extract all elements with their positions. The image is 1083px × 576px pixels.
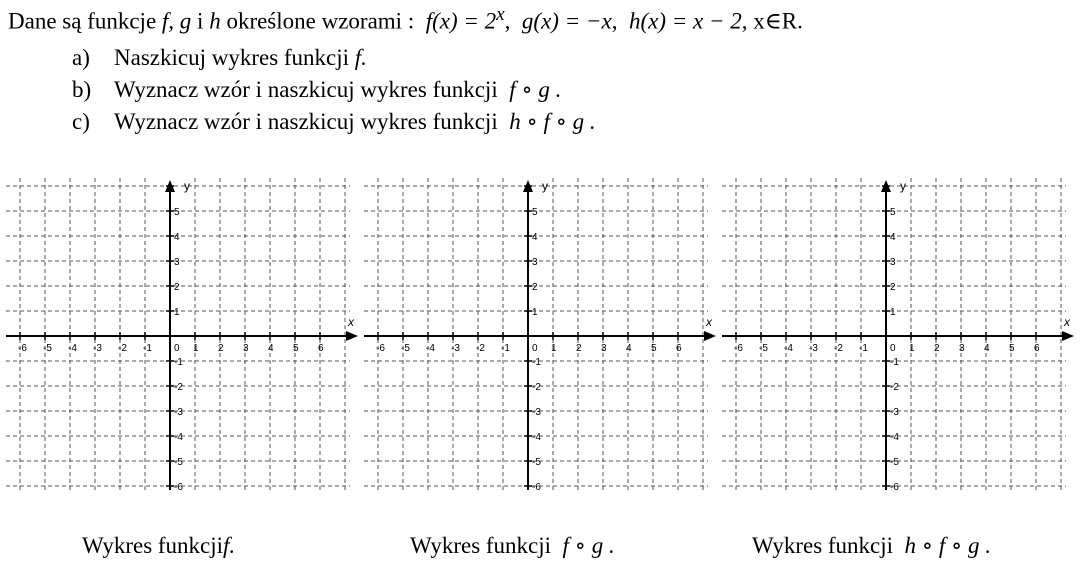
- origin-label: 0: [890, 343, 896, 354]
- x-tick-label: 6: [1034, 343, 1040, 354]
- task-c: [72, 106, 596, 138]
- x-tick-label: -4: [784, 343, 793, 354]
- x-tick-label: -2: [834, 343, 843, 354]
- x-tick-label: 5: [651, 343, 657, 354]
- x-tick-label: 4: [626, 343, 632, 354]
- y-tick-label: -2: [890, 382, 899, 393]
- x-axis-label: x: [1064, 315, 1070, 329]
- origin-label: 0: [174, 343, 180, 354]
- x-tick-label: 4: [268, 343, 274, 354]
- x-tick-label: -5: [43, 343, 52, 354]
- y-tick-label: 2: [174, 282, 180, 293]
- x-tick-label: -4: [426, 343, 435, 354]
- task-label: a): [72, 45, 90, 70]
- y-tick-label: -2: [174, 382, 183, 393]
- domain: x∈R.: [753, 8, 803, 34]
- x-tick-label: -6: [734, 343, 743, 354]
- y-tick-label: 3: [890, 257, 896, 268]
- caption-fog: [410, 533, 615, 559]
- y-tick-label: -3: [532, 407, 541, 418]
- x-tick-label: -6: [18, 343, 27, 354]
- y-axis-label: y: [900, 179, 906, 193]
- intro-lead: Dane są funkcje: [8, 8, 157, 34]
- x-tick-label: 6: [676, 343, 682, 354]
- task-label: b): [72, 77, 92, 102]
- y-tick-label: 5: [532, 207, 538, 218]
- task-math: f.: [354, 45, 367, 70]
- x-tick-label: -4: [68, 343, 77, 354]
- intro-defined: określone wzorami :: [220, 8, 415, 34]
- intro-g: , g: [168, 8, 192, 34]
- x-tick-label: 1: [193, 343, 199, 354]
- x-tick-label: 3: [243, 343, 249, 354]
- grid-svg: [364, 178, 720, 496]
- y-tick-label: 3: [174, 257, 180, 268]
- y-tick-label: -6: [174, 482, 183, 493]
- caption-math: f ∘ g .: [562, 533, 615, 558]
- task-text: Naszkicuj wykres funkcji: [114, 45, 350, 70]
- y-tick-label: 5: [890, 207, 896, 218]
- x-axis-arrow: [346, 331, 358, 341]
- task-list: [72, 42, 596, 138]
- x-tick-label: -2: [476, 343, 485, 354]
- coordinate-grid-fog: [364, 178, 720, 496]
- x-tick-label: -3: [93, 343, 102, 354]
- y-tick-label: -2: [532, 382, 541, 393]
- x-tick-label: -2: [118, 343, 127, 354]
- caption-hofog: [752, 533, 991, 559]
- caption-math: f.: [223, 533, 236, 558]
- x-axis-arrow: [1062, 331, 1074, 341]
- x-tick-label: 5: [1009, 343, 1015, 354]
- x-tick-label: -1: [859, 343, 868, 354]
- caption-text: Wykres funkcji: [752, 533, 894, 558]
- intro-i: i: [191, 8, 210, 34]
- coordinate-grid-f: [6, 178, 362, 496]
- y-tick-label: -6: [532, 482, 541, 493]
- caption-f: [82, 533, 235, 559]
- x-tick-label: 5: [293, 343, 299, 354]
- x-axis-label: x: [706, 315, 712, 329]
- y-tick-label: -1: [532, 357, 541, 368]
- intro-f: f: [161, 8, 169, 34]
- f-definition: f(x) = 2: [425, 8, 497, 34]
- x-tick-label: 3: [601, 343, 607, 354]
- caption-math: h ∘ f ∘ g .: [904, 533, 991, 558]
- intro-h: h: [209, 8, 221, 34]
- f-exponent: x: [496, 4, 505, 25]
- task-math: h ∘ f ∘ g .: [509, 109, 596, 134]
- y-tick-label: -4: [532, 432, 541, 443]
- x-tick-label: -5: [759, 343, 768, 354]
- y-tick-label: -6: [890, 482, 899, 493]
- y-tick-label: 1: [890, 307, 896, 318]
- y-tick-label: 2: [532, 282, 538, 293]
- caption-text: Wykres funkcji: [410, 533, 552, 558]
- y-axis-label: y: [542, 179, 548, 193]
- x-tick-label: -5: [401, 343, 410, 354]
- y-tick-label: 2: [890, 282, 896, 293]
- grid-svg: [6, 178, 362, 496]
- caption-text: Wykres funkcji: [82, 533, 224, 558]
- y-tick-label: 4: [532, 232, 538, 243]
- y-tick-label: 4: [890, 232, 896, 243]
- x-tick-label: -6: [376, 343, 385, 354]
- x-tick-label: -1: [143, 343, 152, 354]
- y-tick-label: -1: [890, 357, 899, 368]
- y-tick-label: 5: [174, 207, 180, 218]
- y-tick-label: -5: [174, 457, 183, 468]
- task-a: [72, 42, 596, 74]
- g-definition: g(x) = −x: [521, 8, 612, 34]
- task-text: Wyznacz wzór i naszkicuj wykres funkcji: [114, 77, 498, 102]
- y-tick-label: -3: [890, 407, 899, 418]
- x-tick-label: -3: [809, 343, 818, 354]
- y-tick-label: -4: [890, 432, 899, 443]
- x-tick-label: 1: [909, 343, 915, 354]
- task-b: [72, 74, 596, 106]
- grid-svg: [722, 178, 1078, 496]
- y-tick-label: -4: [174, 432, 183, 443]
- coordinate-grid-hofog: [722, 178, 1078, 496]
- y-tick-label: -5: [532, 457, 541, 468]
- origin-label: 0: [532, 343, 538, 354]
- task-label: c): [72, 109, 90, 134]
- problem-statement: Dane są funkcje f, g i h określone wzorami : $f(x) = 2^x$, g(x) = −x, h(x) = x − 2, x∈R.: [8, 4, 803, 34]
- y-tick-label: 1: [174, 307, 180, 318]
- x-tick-label: -1: [501, 343, 510, 354]
- y-axis-label: y: [184, 179, 190, 193]
- task-math: f ∘ g .: [509, 77, 562, 102]
- y-tick-label: -3: [174, 407, 183, 418]
- y-tick-label: -1: [174, 357, 183, 368]
- x-axis-arrow: [704, 331, 716, 341]
- x-tick-label: 2: [218, 343, 224, 354]
- x-tick-label: 3: [959, 343, 965, 354]
- y-tick-label: -5: [890, 457, 899, 468]
- x-tick-label: 6: [318, 343, 324, 354]
- y-tick-label: 1: [532, 307, 538, 318]
- x-tick-label: 4: [984, 343, 990, 354]
- x-axis-label: x: [348, 315, 354, 329]
- task-text: Wyznacz wzór i naszkicuj wykres funkcji: [114, 109, 498, 134]
- x-tick-label: 1: [551, 343, 557, 354]
- x-tick-label: -3: [451, 343, 460, 354]
- x-tick-label: 2: [576, 343, 582, 354]
- x-tick-label: 2: [934, 343, 940, 354]
- y-tick-label: 3: [532, 257, 538, 268]
- y-tick-label: 4: [174, 232, 180, 243]
- h-definition: h(x) = x − 2: [628, 8, 742, 34]
